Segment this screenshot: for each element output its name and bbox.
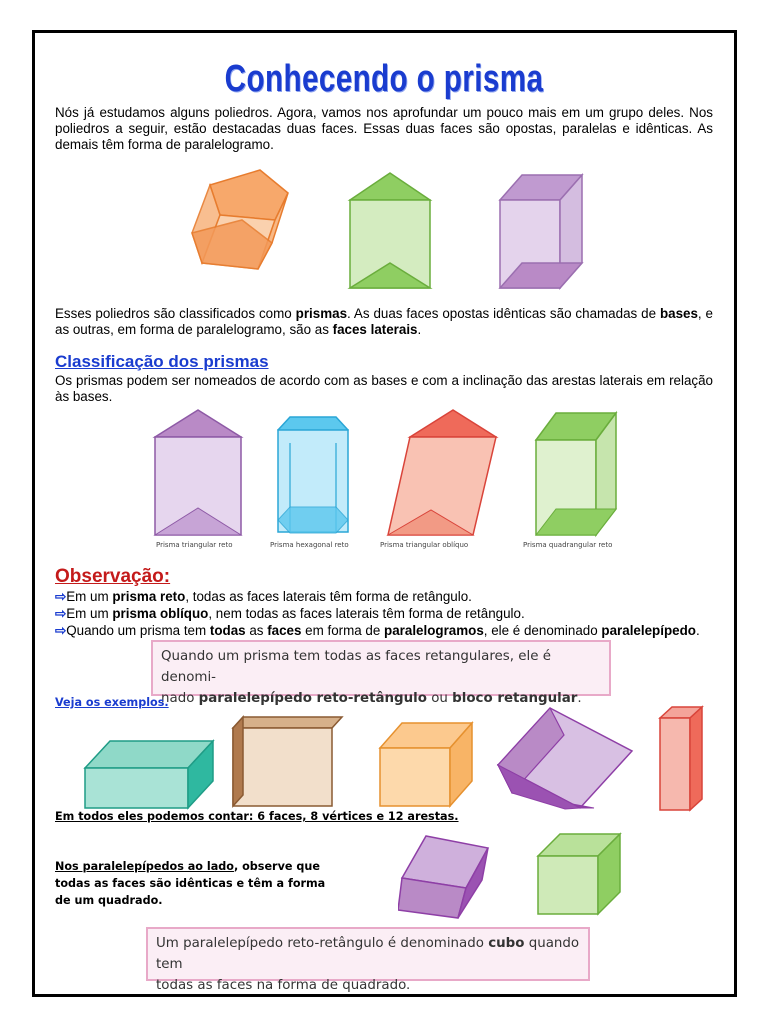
brown-box-image — [233, 717, 342, 806]
prism-triangular-obliquo-image — [388, 410, 496, 535]
classified-paragraph: Esses poliedros são classificados como prismas. As duas faces opostas idênticas são chamadas de bases, e as outras, em forma de paralelogramo, são as faces laterais. — [55, 306, 714, 337]
pentagonal-prism-image — [192, 170, 288, 269]
caption-quadrangular-reto: Prisma quadrangular reto — [523, 541, 613, 549]
count-text: Em todos eles podemos contar: 6 faces, 8 vértices e 12 arestas. — [55, 810, 459, 823]
prism-hexagonal-reto-image — [278, 417, 348, 533]
caption-hexagonal-reto: Prisma hexagonal reto — [270, 541, 349, 549]
purple-tilted-block-image — [498, 708, 632, 809]
prism-quadrangular-reto-image — [536, 413, 616, 535]
page-title: Conhecendo o prisma — [224, 58, 544, 100]
arrow-right-icon: ⇨ — [55, 623, 67, 638]
cube-note: Nos paralelepípedos ao lado, observe que todas as faces são idênticas e têm a forma de um quadrado. — [55, 860, 326, 907]
prism-triangular-reto-image — [155, 410, 241, 535]
definition-box-cubo: Um paralelepípedo reto-retângulo é denominado cubo quando tem todas as faces na forma de quadrado. — [146, 927, 590, 981]
classification-illustration — [148, 405, 638, 553]
green-cube-image — [538, 834, 620, 914]
arrow-right-icon: ⇨ — [55, 589, 67, 604]
purple-cube-image — [398, 836, 488, 918]
classification-text: Os prismas podem ser nomeados de acordo com as bases e com a inclinação das arestas laterais em relação às bases. — [55, 373, 713, 404]
observation-list — [55, 588, 700, 639]
examples-illustration — [80, 703, 710, 815]
observation-item-2: ⇨Em um prisma oblíquo, nem todas as faces laterais têm forma de retângulo. — [55, 606, 525, 621]
intro-paragraph: Nós já estudamos alguns poliedros. Agora, vamos nos aprofundar um pouco mais em um grupo deles. Nos poliedros a seguir, estão destacadas duas faces. Essas duas faces são opostas, paralelas e idênticas. As demais têm forma de paralelogramo. — [55, 105, 713, 152]
teal-block-image — [85, 741, 213, 808]
square-prism-image — [500, 175, 582, 288]
observation-heading: Observação: — [55, 566, 171, 587]
definition-box-bloco-retangular: Quando um prisma tem todas as faces retangulares, ele é denomi- nado paralelepípedo reto-retângulo ou bloco retangular. — [151, 640, 611, 696]
triangular-prism-image — [350, 173, 430, 288]
observation-item-1: ⇨Em um prisma reto, todas as faces laterais têm forma de retângulo. — [55, 589, 472, 604]
orange-cube-image — [380, 723, 472, 806]
top-prisms-illustration — [180, 165, 600, 290]
observation-item-3: ⇨Quando um prisma tem todas as faces em forma de paralelogramos, ele é denominado paralelepípedo. — [55, 623, 700, 638]
classification-heading: Classificação dos prismas — [55, 352, 269, 371]
cubes-illustration — [398, 828, 628, 920]
caption-triangular-obliquo: Prisma triangular oblíquo — [380, 541, 469, 549]
caption-triangular-reto: Prisma triangular reto — [156, 541, 233, 549]
arrow-right-icon: ⇨ — [55, 606, 67, 621]
red-tall-prism-image — [660, 707, 702, 810]
examples-link[interactable]: Veja os exemplos. — [55, 696, 169, 709]
